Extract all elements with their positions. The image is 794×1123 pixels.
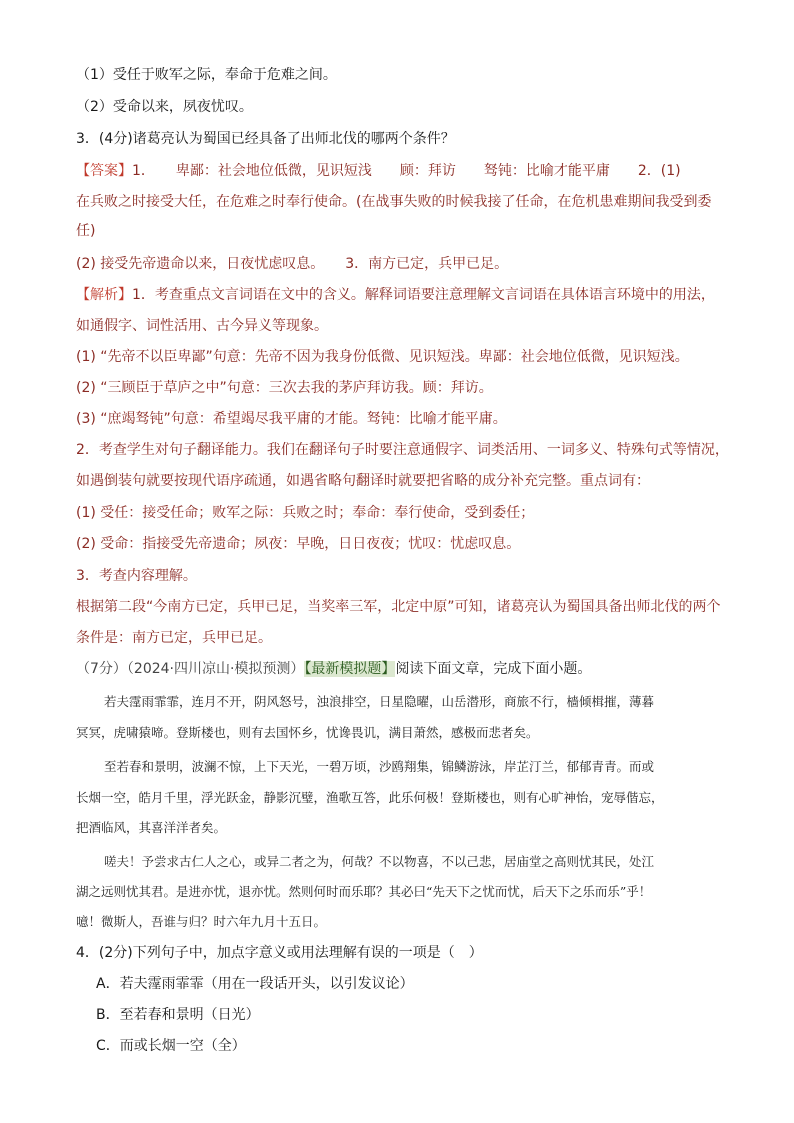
passage-p3-line3: 噫！微斯人，吾谁与归？时六年九月十五日。 [76, 914, 327, 929]
translation-item-1: （1）受任于败军之际，奉命于危难之间。 [76, 67, 337, 83]
answer-line-2: 在兵败之时接受大任，在危难之时奉行使命。(在战事失败的时候我接了任命，在危机患难期间我受到委 [76, 194, 712, 210]
analysis-line-7: 如遇倒装句就要按现代语序疏通，如遇省略句翻译时就要把省略的成分补充完整。重点词有： [76, 473, 650, 489]
reading-instruction: 阅读下面文章，完成下面小题。 [395, 661, 592, 677]
option-a: A．若夫霪雨霏霏（用在一段话开头，以引发议论） [96, 976, 414, 992]
latest-mock-badge: 【最新模拟题】 [304, 661, 396, 677]
answer-line-4: (2) 接受先帝遗命以来，日夜忧虑叹息。 3．南方已定，兵甲已足。 [76, 256, 509, 272]
analysis-line-6: 2．考查学生对句子翻译能力。我们在翻译句子时要注意通假字、词类活用、一词多义、特殊句式等情况， [76, 442, 729, 458]
analysis-line-4: (2) “三顾臣于草庐之中”句意：三次去我的茅庐拜访我。顾：拜访。 [76, 380, 493, 396]
passage-p1-line2: 冥冥，虎啸猿啼。登斯楼也，则有去国怀乡，忧谗畏讥，满目萧然，感极而悲者矣。 [76, 725, 539, 740]
answer-tag: 【答案】 [76, 163, 132, 179]
source-note: （7分）（2024·四川凉山·模拟预测） [76, 661, 305, 677]
analysis-line-5: (3) “庶竭驽钝”句意：希望竭尽我平庸的才能。驽钝：比喻才能平庸。 [76, 411, 507, 427]
option-b: B．至若春和景明（日光） [96, 1007, 260, 1023]
question-4: 4．(2分)下列句子中，加点字意义或用法理解有误的一项是（ ） [76, 945, 483, 961]
analysis-line-9: (2) 受命：指接受先帝遗命；夙夜：早晚，日日夜夜；忧叹：忧虑叹息。 [76, 536, 521, 552]
passage-p2-line3: 把酒临风，其喜洋洋者矣。 [76, 820, 227, 835]
analysis-line-1 [76, 286, 728, 304]
analysis-tag: 【解析】 [76, 287, 132, 303]
analysis-line-8: (1) 受任：接受任命；败军之际：兵败之时；奉命：奉行使命，受到委任； [76, 505, 535, 521]
passage-p2-line1: 至若春和景明，波澜不惊，上下天光，一碧万顷，沙鸥翔集，锦鳞游泳，岸芷汀兰，郁郁青青。而或 [104, 759, 655, 774]
analysis-line-2: 如通假字、词性活用、古今异义等现象。 [76, 318, 328, 334]
question-3: 3．(4分)诸葛亮认为蜀国已经具备了出师北伐的哪两个条件？ [76, 131, 455, 147]
passage-p2-line2: 长烟一空，皓月千里，浮光跃金，静影沉璧，渔歌互答，此乐何极！登斯楼也，则有心旷神怡，宠辱偕忘， [76, 790, 664, 805]
option-c: C．而或长烟一空（全） [96, 1038, 246, 1054]
analysis-line-12: 条件是：南方已定，兵甲已足。 [76, 630, 272, 646]
passage-p1-line1: 若夫霪雨霏霏，连月不开，阴风怒号，浊浪排空，日星隐曜，山岳潜形，商旅不行，樯倾楫摧，薄暮 [104, 694, 655, 709]
answer-line-1 [76, 162, 728, 180]
analysis-line-11: 根据第二段“今南方已定，兵甲已足，当奖率三军，北定中原”可知，诸葛亮认为蜀国具备出师北伐的两个 [76, 599, 721, 615]
analysis-line-3: (1) “先帝不以臣卑鄙”句意：先帝不因为我身份低微、见识短浅。卑鄙：社会地位低微，见识短浅。 [76, 349, 689, 365]
passage-p3-line2: 湖之远则忧其君。是进亦忧，退亦忧。然则何时而乐耶？其必曰“先天下之忧而忧，后天下之乐而乐”乎！ [76, 884, 652, 899]
answer-line-3: 任) [76, 223, 96, 239]
reading-intro [76, 660, 728, 678]
answer-text-1: 1． 卑鄙：社会地位低微，见识短浅 顾：拜访 驽钝：比喻才能平庸 2．(1) [132, 163, 681, 179]
analysis-text-1: 1．考查重点文言词语在文中的含义。解释词语要注意理解文言词语在具体语言环境中的用法， [132, 287, 715, 303]
passage-p3-line1: 嗟夫！予尝求古仁人之心，或异二者之为，何哉？不以物喜，不以己悲，居庙堂之高则忧其民，处江 [104, 854, 655, 869]
analysis-line-10: 3．考查内容理解。 [76, 568, 197, 584]
translation-item-2: （2）受命以来，夙夜忧叹。 [76, 99, 253, 115]
